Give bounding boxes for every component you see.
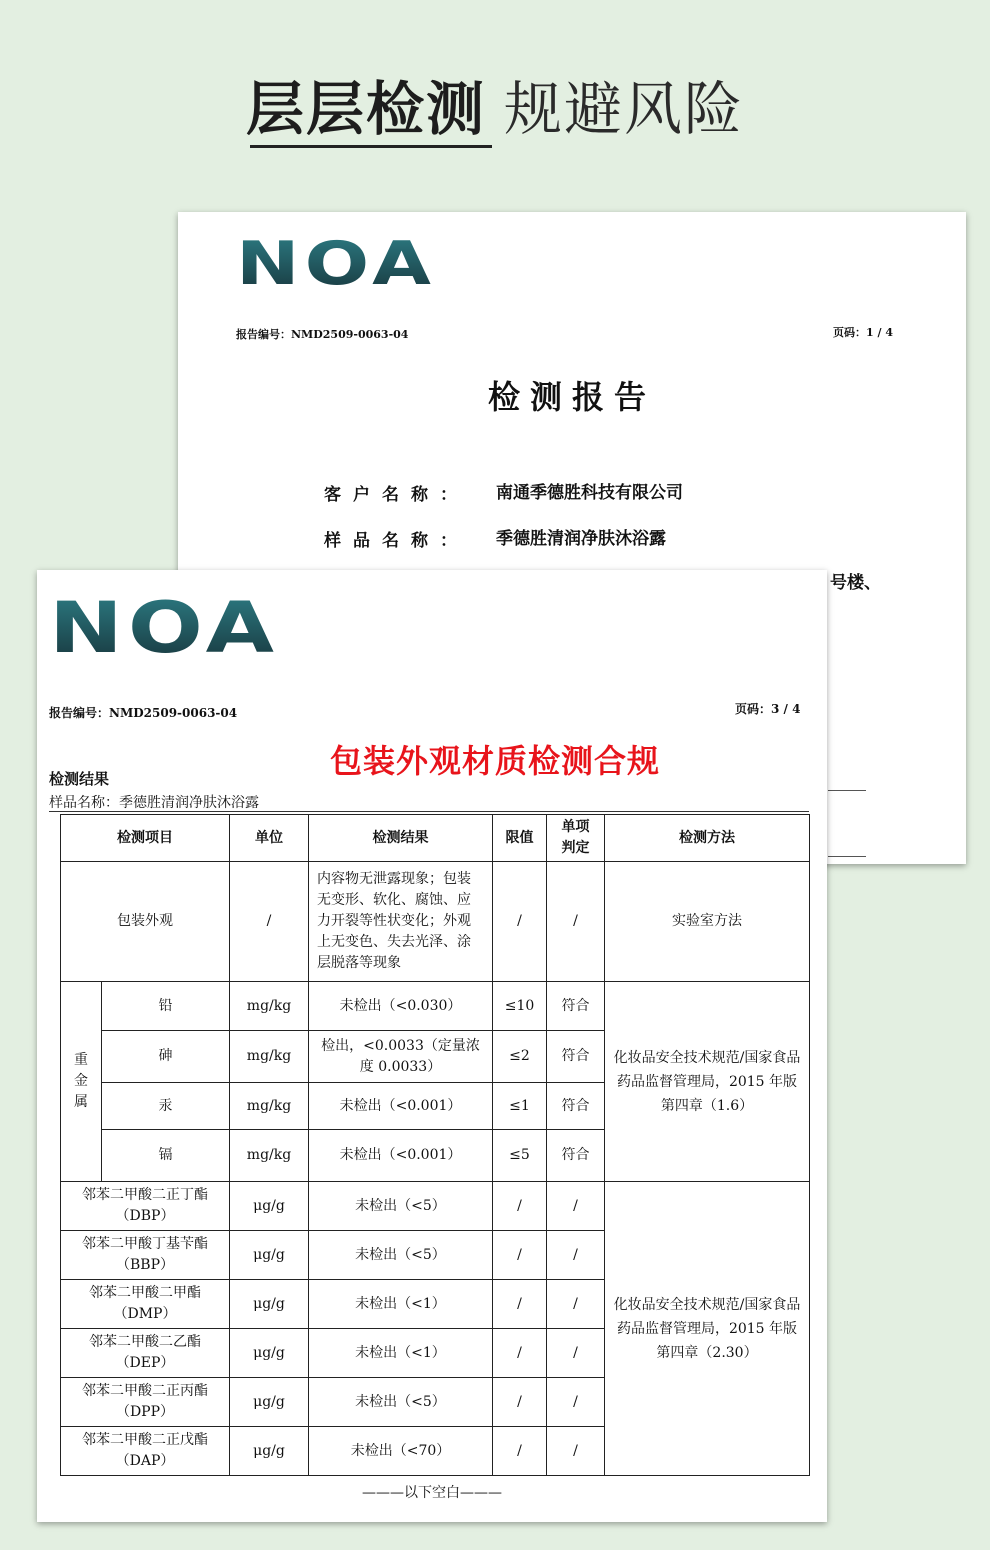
table-row	[61, 862, 810, 982]
report-number: 报告编号：NMD2509-0063-04	[49, 706, 238, 720]
sample-value: 季德胜清润净肤沐浴露	[496, 529, 666, 549]
cell-limit: /	[493, 1231, 547, 1280]
logo-text: NOA	[236, 234, 436, 290]
report-number: 报告编号：NMD2509-0063-04	[236, 328, 409, 341]
cell-limit: ≤2	[493, 1031, 547, 1083]
header-result: 检测结果	[309, 815, 493, 862]
cell-unit: μg/g	[230, 1329, 309, 1378]
cell-item: 邻苯二甲酸丁基苄酯（BBP）	[61, 1231, 230, 1280]
cell-result: 未检出（<1）	[309, 1280, 493, 1329]
noa-logo	[49, 592, 284, 658]
cell-limit: /	[493, 1329, 547, 1378]
cell-unit: mg/kg	[230, 982, 309, 1031]
cell-item: 包装外观	[61, 862, 230, 982]
cell-judge: /	[547, 1378, 605, 1427]
divider	[828, 856, 866, 857]
cell-item: 铅	[102, 982, 230, 1031]
cell-unit: μg/g	[230, 1182, 309, 1231]
cell-item: 汞	[102, 1083, 230, 1130]
noa-logo	[236, 234, 441, 290]
page-number: 页码：1 / 4	[833, 326, 893, 339]
report-title: 检测报告	[487, 378, 656, 416]
cell-method: 化妆品安全技术规范/国家食品药品监督管理局，2015 年版 第四章（1.6）	[605, 982, 810, 1182]
header-method: 检测方法	[605, 815, 810, 862]
client-label: 客户名称：	[324, 485, 469, 505]
cell-result: 未检出（<0.030）	[309, 982, 493, 1031]
results-sample-name: 样品名称：季德胜清润净肤沐浴露	[49, 795, 259, 811]
cell-unit: /	[230, 862, 309, 982]
cell-limit: /	[493, 1280, 547, 1329]
page-number: 页码：3 / 4	[735, 702, 801, 716]
cell-unit: mg/kg	[230, 1083, 309, 1130]
noa-logo-mark	[49, 592, 284, 658]
cell-item: 邻苯二甲酸二乙酯（DEP）	[61, 1329, 230, 1378]
cell-item: 镉	[102, 1130, 230, 1182]
results-title: 检测结果	[49, 770, 110, 788]
header-limit: 限值	[493, 815, 547, 862]
blank-note: ———以下空白———	[362, 1485, 502, 1501]
cell-method: 化妆品安全技术规范/国家食品药品监督管理局，2015 年版 第四章（2.30）	[605, 1182, 810, 1476]
cell-judge: /	[547, 1231, 605, 1280]
cell-result: 未检出（<70）	[309, 1427, 493, 1476]
cell-result: 未检出（<1）	[309, 1329, 493, 1378]
cell-judge: /	[547, 862, 605, 982]
address-fragment: 号楼、	[830, 573, 881, 593]
cell-limit: ≤5	[493, 1130, 547, 1182]
cell-judge: /	[547, 1182, 605, 1231]
cell-limit: /	[493, 1427, 547, 1476]
cell-result: 检出，<0.0033（定量浓度 0.0033）	[309, 1031, 493, 1083]
report-results-page	[37, 570, 827, 1522]
logo-text: NOA	[49, 592, 279, 658]
cell-limit: ≤1	[493, 1083, 547, 1130]
cell-group-heavy-metal: 重金属	[61, 982, 102, 1182]
results-table	[60, 814, 810, 1476]
table-row	[61, 1182, 810, 1231]
cell-unit: mg/kg	[230, 1031, 309, 1083]
cell-judge: 符合	[547, 982, 605, 1031]
cell-unit: μg/g	[230, 1427, 309, 1476]
page-headline	[0, 62, 990, 146]
divider	[49, 811, 809, 812]
cell-limit: /	[493, 862, 547, 982]
header-judge: 单项判定	[547, 815, 605, 862]
cell-item: 邻苯二甲酸二正戊酯（DAP）	[61, 1427, 230, 1476]
sample-label: 样品名称：	[324, 531, 469, 551]
table-header-row	[61, 815, 810, 862]
headline-underline	[250, 145, 492, 148]
cell-limit: /	[493, 1378, 547, 1427]
cell-judge: 符合	[547, 1083, 605, 1130]
headline-light: 规避风险	[504, 75, 745, 143]
cell-judge: 符合	[547, 1130, 605, 1182]
cell-judge: /	[547, 1427, 605, 1476]
cell-unit: mg/kg	[230, 1130, 309, 1182]
cell-method: 实验室方法	[605, 862, 810, 982]
cell-item: 邻苯二甲酸二正丙酯（DPP）	[61, 1378, 230, 1427]
cell-result: 未检出（<5）	[309, 1182, 493, 1231]
cell-item: 邻苯二甲酸二甲酯（DMP）	[61, 1280, 230, 1329]
cell-item: 砷	[102, 1031, 230, 1083]
divider	[828, 790, 866, 791]
headline-bold: 层层检测	[245, 75, 486, 143]
cell-result: 未检出（<5）	[309, 1231, 493, 1280]
table-row	[61, 982, 810, 1031]
cell-item: 邻苯二甲酸二正丁酯（DBP）	[61, 1182, 230, 1231]
cell-judge: 符合	[547, 1031, 605, 1083]
cell-result: 未检出（<5）	[309, 1378, 493, 1427]
header-unit: 单位	[230, 815, 309, 862]
cell-judge: /	[547, 1280, 605, 1329]
cell-unit: μg/g	[230, 1280, 309, 1329]
cell-limit: /	[493, 1182, 547, 1231]
cell-unit: μg/g	[230, 1231, 309, 1280]
overlay-title: 包装外观材质检测合规	[329, 742, 660, 780]
header-item: 检测项目	[61, 815, 230, 862]
cell-result: 未检出（<0.001）	[309, 1083, 493, 1130]
client-value: 南通季德胜科技有限公司	[496, 483, 683, 503]
cell-result: 未检出（<0.001）	[309, 1130, 493, 1182]
cell-result: 内容物无泄露现象；包装无变形、软化、腐蚀、应力开裂等性状变化；外观上无变色、失去光泽、涂层脱落等现象	[309, 862, 493, 982]
cell-unit: μg/g	[230, 1378, 309, 1427]
cell-limit: ≤10	[493, 982, 547, 1031]
noa-logo-mark	[236, 234, 441, 290]
cell-judge: /	[547, 1329, 605, 1378]
